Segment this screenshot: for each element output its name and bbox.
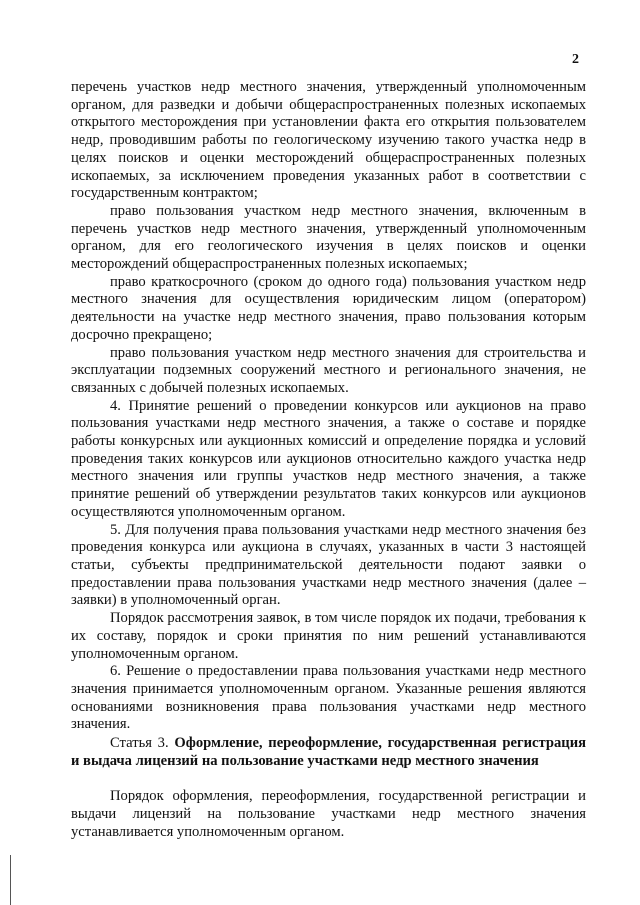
page-number: 2 (572, 52, 579, 67)
paragraph-application-procedure: Порядок рассмотрения заявок, в том числе порядок их подачи, требования к их составу, порядок и сроки принятия по ним решений устанавливаются уполномоченным органом. (71, 610, 586, 662)
paragraph-clause-5: 5. Для получения права пользования участками недр местного значения без проведения конкурса или аукциона в случаях, указанных в части 3 настоящей статьи, субъекты предпринимательской деятельности подают заявки о предоставлении права пользования участками недр местного значения (далее – заявки) в уполномоченный орган. (71, 521, 586, 609)
paragraph-list-item: перечень участков недр местного значения, утвержденный уполномоченным органом, для разведки и добычи общераспространенных полезных ископаемых открытого месторождения при установлении факта его открытия пользователем недр, проводившим работы по геологическому изучению такого участка недр в целях поисков и оценки месторождений общераспространенных полезных ископаемых, за исключением проведения указанных работ в соответствии с государственным контрактом; (71, 79, 586, 202)
paragraph-list-item: право краткосрочного (сроком до одного года) пользования участком недр местного значения для осуществления юридическим лицом (оператором) деятельности на участке недр местного значения, право пользования которым досрочно прекращено; (71, 273, 586, 343)
paragraph-list-item: право пользования участком недр местного значения, включенным в перечень участков недр местного значения, утвержденный уполномоченным органом, для его геологического изучения в целях поисков и оценки месторождений общераспространенных полезных ископаемых; (71, 202, 586, 273)
paragraph-clause-4: 4. Принятие решений о проведении конкурсов или аукционов на право пользования участками недр местного значения, а также о составе и порядке работы конкурсных или аукционных комиссий и определение порядка и условий проведения таких конкурсов или аукционов относительно каждого участка недр местного значения или группы участков недр местного значения, а также принятие решений об утверждении результатов таких конкурсов или аукционов осуществляются уполномоченным органом. (71, 397, 586, 520)
paragraph-list-item: право пользования участком недр местного значения для строительства и эксплуатации подземных сооружений местного и регионального значения, не связанных с добычей полезных ископаемых. (71, 344, 586, 396)
article-heading (71, 734, 586, 770)
scan-margin-line (10, 855, 11, 905)
body-text (71, 79, 586, 734)
article-title: Оформление, переоформление, государственная регистрация и выдача лицензий на пользование участками недр местного значения (71, 735, 586, 769)
article-body (71, 787, 586, 841)
paragraph-clause-6: 6. Решение о предоставлении права пользования участками недр местного значения принимается уполномоченным органом. Указанные решения являются основаниями возникновения права пользования участками недр местного значения. (71, 663, 586, 733)
article-prefix: Статья 3. (110, 735, 175, 751)
paragraph-licensing-procedure: Порядок оформления, переоформления, государственной регистрации и выдачи лицензий на пользование участками недр местного значения устанавливается уполномоченным органом. (71, 788, 586, 840)
